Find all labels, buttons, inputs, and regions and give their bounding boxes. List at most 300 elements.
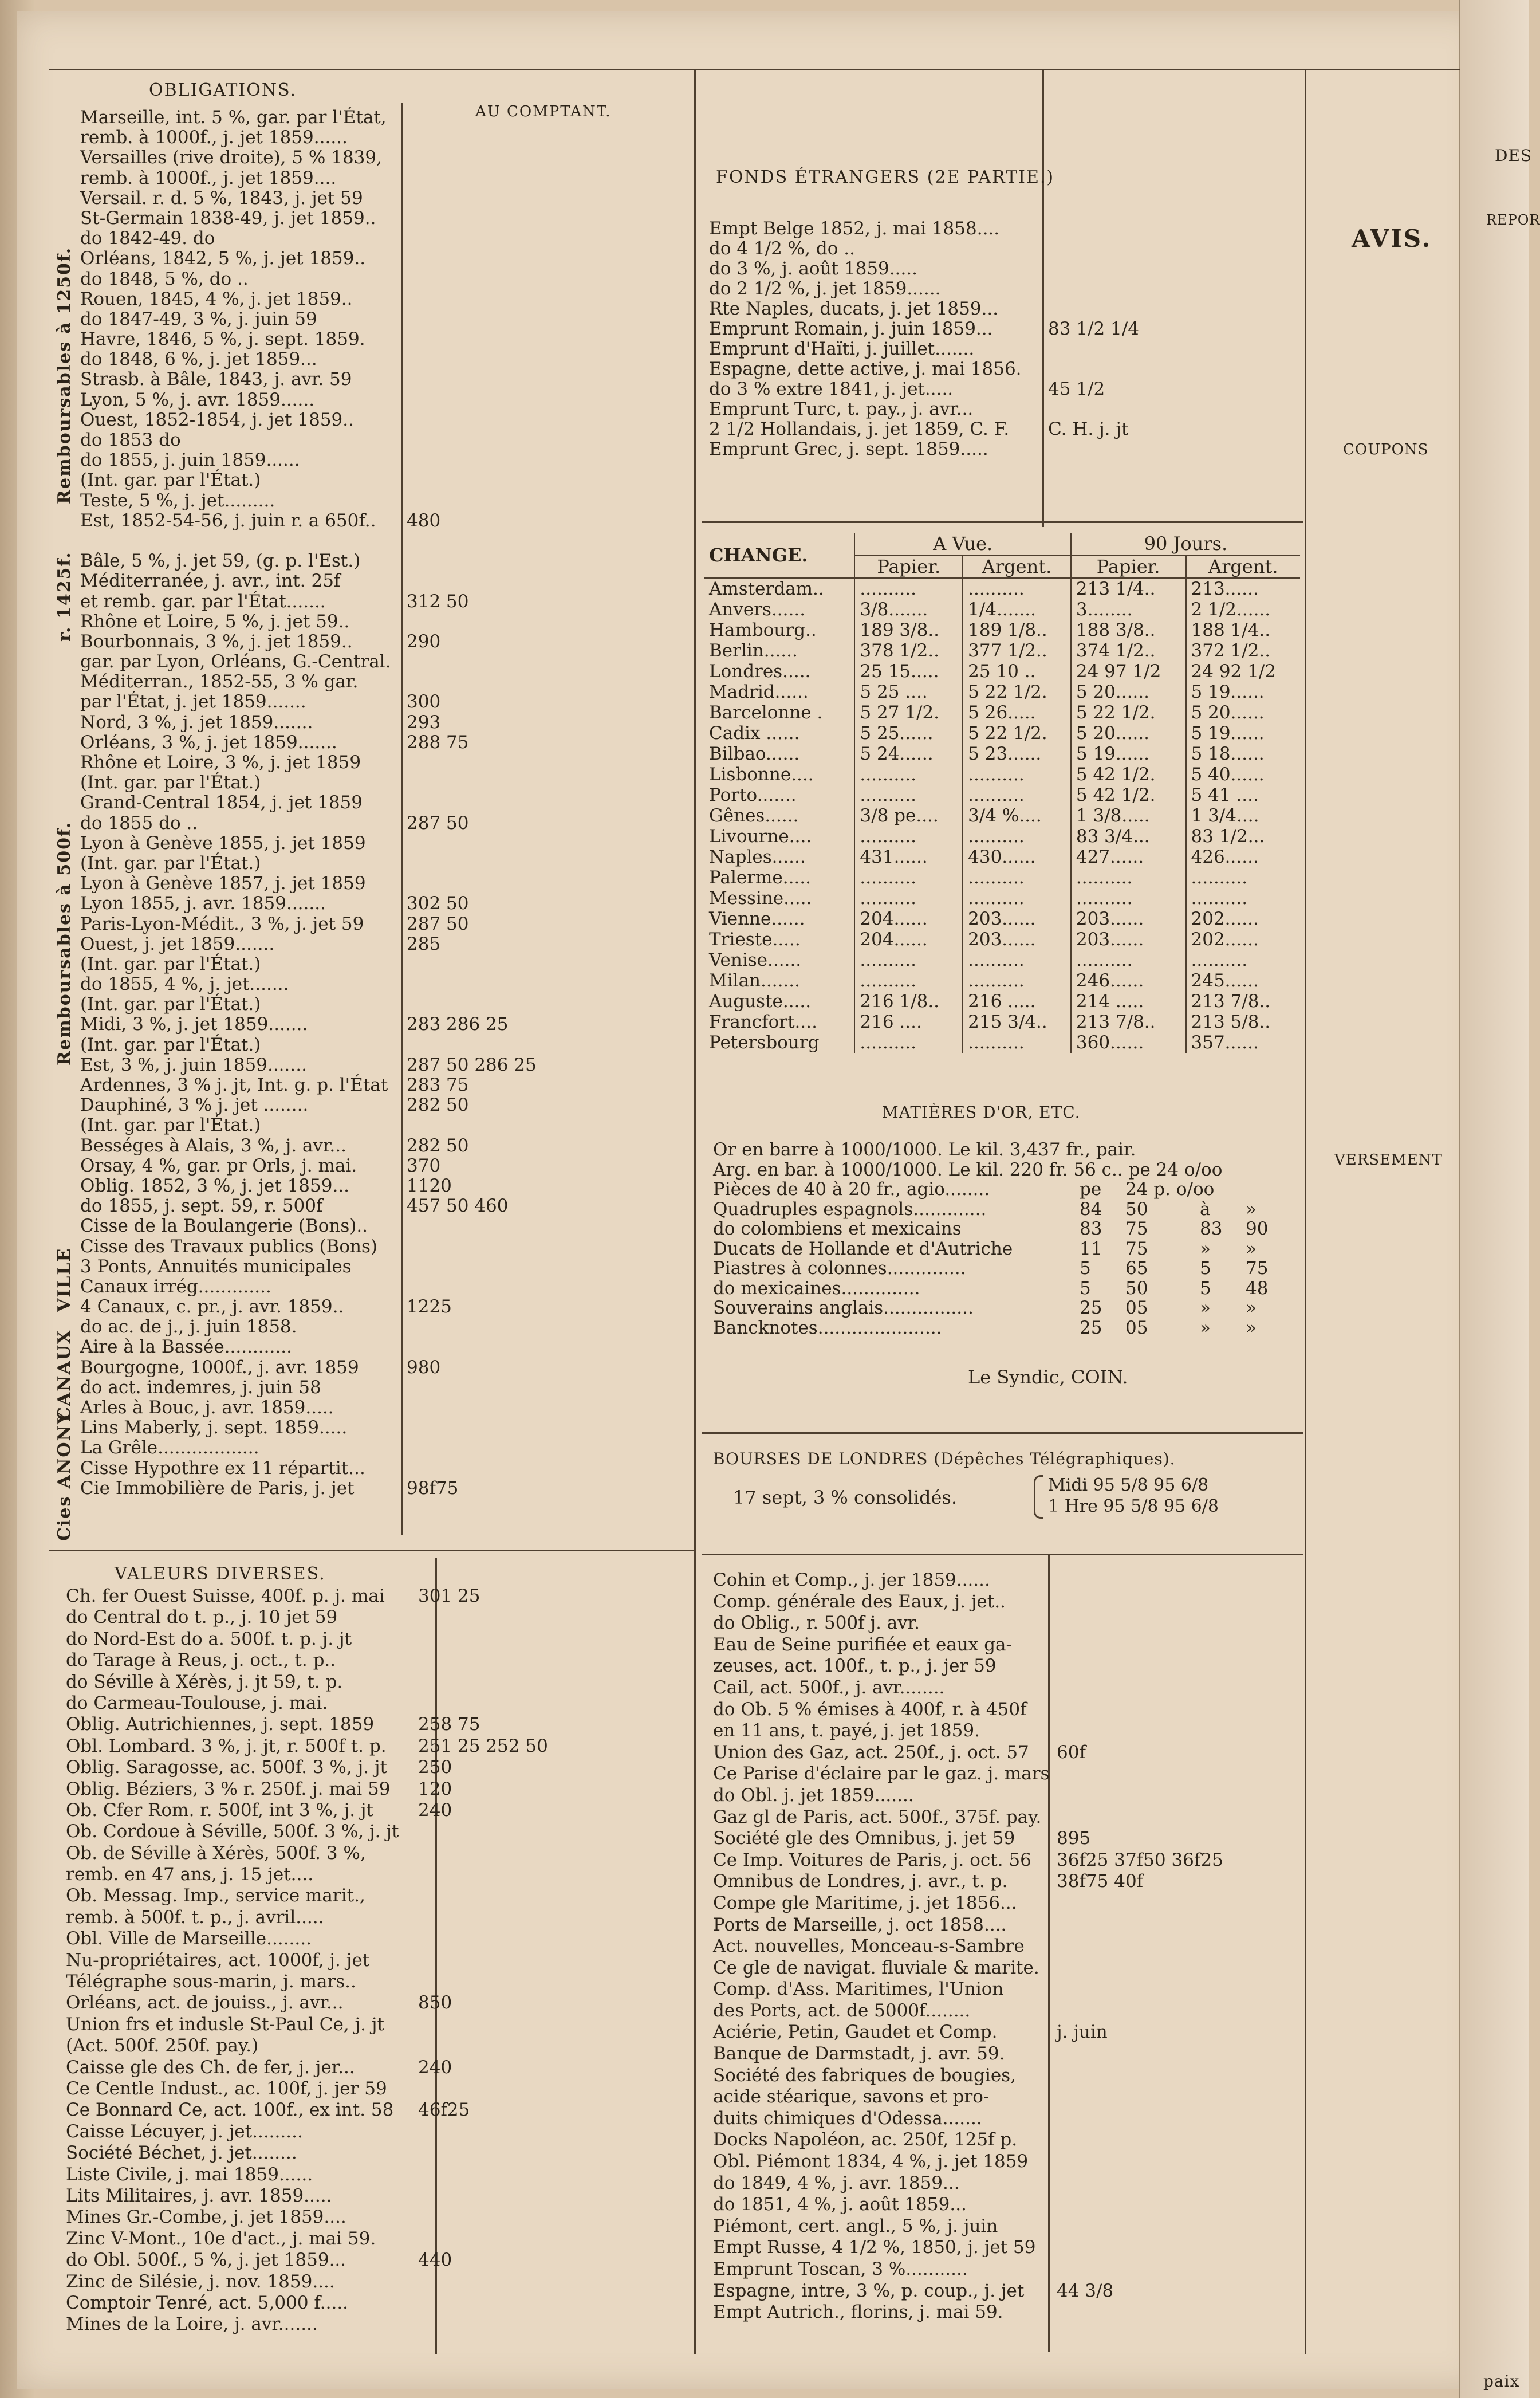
matiere-value: 75 bbox=[1246, 1258, 1269, 1279]
quote-label: Zinc V-Mont., 10e d'act., j. mai 59. bbox=[66, 2228, 376, 2249]
quote-line bbox=[80, 511, 682, 531]
quote-line bbox=[713, 1570, 1297, 1591]
change-row bbox=[704, 847, 1300, 867]
quote-label: (Int. gar. par l'État.) bbox=[80, 772, 261, 793]
quote-line bbox=[80, 733, 682, 753]
matiere-value: 5 bbox=[1200, 1277, 1211, 1299]
quote-label: Comp. générale des Eaux, j. jet.. bbox=[713, 1591, 1006, 1612]
versement-heading: VERSEMENT bbox=[1334, 1151, 1443, 1169]
quote-label: do 1848, 5 %, do .. bbox=[80, 268, 249, 289]
change-rate: 189 1/8.. bbox=[963, 620, 1071, 640]
matiere-value: » bbox=[1200, 1317, 1211, 1338]
quote-label: Liste Civile, j. mai 1859...... bbox=[66, 2164, 313, 2185]
matiere-label: Arg. en bar. à 1000/1000. Le kil. 220 fr. 56 c.. pe 24 o/oo bbox=[713, 1159, 1223, 1180]
quote-line bbox=[80, 1337, 682, 1357]
quote-label: Havre, 1846, 5 %, j. sept. 1859. bbox=[80, 329, 365, 350]
change-row bbox=[704, 599, 1300, 620]
divers-top-rule bbox=[702, 1554, 1303, 1555]
change-rate: .......... bbox=[1186, 867, 1300, 888]
quote-line bbox=[709, 219, 1293, 239]
change-city: Barcelonne . bbox=[709, 702, 823, 723]
matiere-value: » bbox=[1246, 1298, 1257, 1318]
side-label-1250: Remboursables à 1250f. bbox=[54, 246, 74, 504]
quote-label: remb. à 1000f., j. jet 1859.... bbox=[80, 167, 337, 188]
quote-line bbox=[80, 269, 682, 289]
change-rate: 5 27 1/2. bbox=[854, 702, 963, 723]
change-city: Lisbonne.... bbox=[709, 764, 814, 785]
quote-label: Bességes à Alais, 3 %, j. avr... bbox=[80, 1135, 346, 1156]
quote-value: j. juin bbox=[1057, 2022, 1108, 2043]
quote-label: Télégraphe sous-marin, j. mars.. bbox=[66, 1971, 356, 1992]
quote-line bbox=[66, 1779, 684, 1800]
quote-line bbox=[80, 1438, 682, 1458]
quote-label: do Nord-Est do a. 500f. t. p. j. jt bbox=[66, 1628, 352, 1649]
change-rate: 25 10 .. bbox=[963, 661, 1071, 682]
quote-label: remb. à 500f. t. p., j. avril..... bbox=[66, 1906, 324, 1928]
change-rate: 5 22 1/2. bbox=[963, 723, 1071, 744]
quote-label: Compe gle Maritime, j. jet 1856... bbox=[713, 1892, 1017, 1913]
quote-label: Mines de la Loire, j. avr....... bbox=[66, 2314, 318, 2335]
change-rate: 378 1/2.. bbox=[854, 640, 963, 661]
quote-line bbox=[713, 2216, 1297, 2238]
quote-line bbox=[66, 1907, 684, 1928]
quote-label: do Obl. j. jet 1859....... bbox=[713, 1784, 914, 1806]
change-rate: 24 92 1/2 bbox=[1186, 661, 1300, 682]
matiere-line bbox=[713, 1318, 1297, 1338]
quote-label: do 1842-49. do bbox=[80, 228, 215, 249]
quote-line bbox=[80, 1297, 682, 1317]
matiere-label: Souverains anglais................ bbox=[713, 1298, 974, 1318]
quote-line bbox=[80, 309, 682, 329]
quote-line bbox=[66, 2057, 684, 2078]
quote-label: 2 1/2 Hollandais, j. jet 1859, C. F. bbox=[709, 419, 1010, 439]
matiere-label: Pièces de 40 à 20 fr., agio........ bbox=[713, 1179, 990, 1200]
change-rate: 204...... bbox=[854, 909, 963, 929]
change-rate: 202...... bbox=[1186, 929, 1300, 950]
change-rate: 245...... bbox=[1186, 970, 1300, 991]
quote-label: Espagne, intre, 3 %, p. coup., j. jet bbox=[713, 2280, 1025, 2301]
matiere-value: 5 bbox=[1200, 1258, 1211, 1279]
quote-label: Emprunt d'Haïti, j. juillet....... bbox=[709, 339, 975, 359]
quote-label: Cie Immobilière de Paris, j. jet bbox=[80, 1477, 355, 1499]
quote-label: Mines Gr.-Combe, j. jet 1859.... bbox=[66, 2207, 346, 2228]
matiere-label: Piastres à colonnes.............. bbox=[713, 1258, 966, 1279]
quote-label: acide stéarique, savons et pro- bbox=[713, 2086, 990, 2108]
quote-line bbox=[80, 571, 682, 591]
quote-label: St-Germain 1838-49, j. jet 1859.. bbox=[80, 207, 376, 229]
quote-label: Omnibus de Londres, j. avr., t. p. bbox=[713, 1871, 1008, 1892]
quote-value: 288 75 bbox=[407, 732, 469, 753]
quote-label: Lits Militaires, j. avr. 1859..... bbox=[66, 2185, 332, 2206]
quote-line bbox=[80, 1015, 682, 1035]
quote-line bbox=[66, 2164, 684, 2185]
quote-line bbox=[66, 1971, 684, 1992]
quote-line bbox=[709, 339, 1293, 359]
quote-line bbox=[80, 934, 682, 954]
papier-header: Papier. bbox=[854, 555, 963, 578]
change-city: Messine..... bbox=[709, 888, 812, 909]
quote-label: Lyon, 5 %, j. avr. 1859...... bbox=[80, 389, 315, 410]
quote-line bbox=[66, 1693, 684, 1714]
quote-label: Rte Naples, ducats, j. jet 1859... bbox=[709, 298, 999, 319]
change-rate: 427...... bbox=[1071, 847, 1186, 867]
change-rate: 216 1/8.. bbox=[854, 991, 963, 1012]
quote-value: 285 bbox=[407, 933, 441, 954]
quote-value: 480 bbox=[407, 510, 441, 531]
quote-line bbox=[80, 793, 682, 813]
quote-label: Gaz gl de Paris, act. 500f., 375f. pay. bbox=[713, 1806, 1042, 1827]
quote-value: 83 1/2 1/4 bbox=[1048, 319, 1139, 339]
quote-line bbox=[66, 2014, 684, 2035]
quote-label: Lyon à Genève 1855, j. jet 1859 bbox=[80, 832, 366, 854]
quote-label: Empt Russe, 4 1/2 %, 1850, j. jet 59 bbox=[713, 2237, 1036, 2258]
quote-label: do Central do t. p., j. 10 jet 59 bbox=[66, 1607, 338, 1628]
quote-label: Union frs et indusle St-Paul Ce, j. jt bbox=[66, 2014, 384, 2035]
change-rate: .......... bbox=[1186, 888, 1300, 909]
matiere-line bbox=[713, 1239, 1297, 1259]
quote-value: 302 50 bbox=[407, 893, 469, 914]
quote-value: 36f25 37f50 36f25 bbox=[1057, 1849, 1223, 1870]
change-rate: 24 97 1/2 bbox=[1071, 661, 1186, 682]
change-city: Auguste..... bbox=[709, 991, 812, 1012]
change-rate: 213 7/8.. bbox=[1071, 1012, 1186, 1032]
matiere-line bbox=[713, 1298, 1297, 1318]
top-rule bbox=[49, 69, 1460, 70]
quote-label: (Int. gar. par l'État.) bbox=[80, 994, 261, 1015]
quote-value: 287 50 286 25 bbox=[407, 1054, 537, 1075]
change-rate: 3/4 %.... bbox=[963, 805, 1071, 826]
quote-line bbox=[80, 1136, 682, 1156]
quote-label: Ouest, 1852-1854, j. jet 1859.. bbox=[80, 409, 354, 430]
quote-line bbox=[66, 2100, 684, 2121]
change-rate: 203...... bbox=[1071, 929, 1186, 950]
quote-label: Ce Bonnard Ce, act. 100f., ex int. 58 bbox=[66, 2100, 394, 2121]
change-rate: 5 24...... bbox=[854, 744, 963, 764]
change-rate: 377 1/2.. bbox=[963, 640, 1071, 661]
quote-value: 980 bbox=[407, 1357, 441, 1378]
change-row bbox=[704, 661, 1300, 682]
change-rate: .......... bbox=[963, 826, 1071, 847]
quote-line bbox=[66, 2121, 684, 2143]
change-row bbox=[704, 640, 1300, 661]
matiere-label: do colombiens et mexicains bbox=[713, 1218, 962, 1239]
quote-label: remb. à 1000f., j. jet 1859...... bbox=[80, 127, 348, 148]
quote-line bbox=[80, 874, 682, 894]
quote-label: Orléans, 1842, 5 %, j. jet 1859.. bbox=[80, 248, 366, 269]
quote-line bbox=[80, 1115, 682, 1135]
quote-label: (Act. 500f. 250f. pay.) bbox=[66, 2035, 259, 2057]
change-rate: .......... bbox=[854, 826, 963, 847]
change-rate: 5 25 .... bbox=[854, 682, 963, 702]
quote-line bbox=[80, 1075, 682, 1095]
quote-line bbox=[713, 2022, 1297, 2043]
quote-line bbox=[709, 379, 1293, 399]
quote-label: par l'État, j. jet 1859....... bbox=[80, 691, 306, 713]
quote-line bbox=[66, 2207, 684, 2228]
matiere-value: 75 bbox=[1125, 1238, 1148, 1259]
quote-value: 45 1/2 bbox=[1048, 379, 1105, 399]
londres-heure: 1 Hre 95 5/8 95 6/8 bbox=[1048, 1496, 1219, 1516]
quote-label: Orléans, act. de jouiss., j. avr... bbox=[66, 1992, 344, 2014]
quote-line bbox=[80, 470, 682, 490]
quote-line bbox=[66, 1864, 684, 1885]
change-rate: 1 3/8..... bbox=[1071, 805, 1186, 826]
matiere-value: 05 bbox=[1125, 1298, 1148, 1318]
change-rate: 188 1/4.. bbox=[1186, 620, 1300, 640]
quote-line bbox=[713, 1936, 1297, 1957]
quote-label: Banque de Darmstadt, j. avr. 59. bbox=[713, 2043, 1005, 2065]
change-city: Bilbao...... bbox=[709, 744, 800, 764]
quote-value: 440 bbox=[418, 2250, 452, 2271]
matiere-line bbox=[713, 1279, 1297, 1299]
quote-label: Obl. Ville de Marseille........ bbox=[66, 1928, 312, 1949]
quote-line bbox=[80, 1196, 682, 1216]
quote-label: Empt Autrich., florins, j. mai 59. bbox=[713, 2302, 1003, 2323]
quote-label: Comp. d'Ass. Maritimes, l'Union bbox=[713, 1979, 1004, 2000]
change-rate: 357...... bbox=[1186, 1032, 1300, 1053]
quote-label: duits chimiques d'Odessa....... bbox=[713, 2108, 982, 2129]
quote-line bbox=[80, 349, 682, 369]
quote-label: Strasb. à Bâle, 1843, j. avr. 59 bbox=[80, 369, 352, 390]
quote-label: Nord, 3 %, j. jet 1859....... bbox=[80, 711, 313, 733]
quote-line bbox=[66, 2293, 684, 2314]
quote-line bbox=[80, 813, 682, 834]
change-rate: 5 20...... bbox=[1186, 702, 1300, 723]
quote-value: 1225 bbox=[407, 1296, 452, 1318]
quote-label: Ob. de Séville à Xérès, 500f. 3 %, bbox=[66, 1842, 366, 1864]
avis-heading: AVIS. bbox=[1352, 225, 1432, 253]
quote-label: Espagne, dette active, j. mai 1856. bbox=[709, 359, 1022, 379]
change-rate: .......... bbox=[854, 785, 963, 805]
argent-header: Argent. bbox=[963, 555, 1071, 578]
quote-label: Emprunt Grec, j. sept. 1859..... bbox=[709, 439, 988, 459]
quote-line bbox=[80, 249, 682, 269]
change-rate: .......... bbox=[854, 970, 963, 991]
change-rate: 3........ bbox=[1071, 599, 1186, 620]
change-rate: 5 20...... bbox=[1071, 682, 1186, 702]
quote-label: Ob. Cordoue à Séville, 500f. 3 %, j. jt bbox=[66, 1821, 399, 1842]
quote-line bbox=[80, 773, 682, 793]
quote-line bbox=[80, 329, 682, 349]
quote-line bbox=[709, 439, 1293, 459]
change-rate: 213 1/4.. bbox=[1071, 578, 1186, 599]
change-rate: 2 1/2...... bbox=[1186, 599, 1300, 620]
matiere-value: 90 bbox=[1246, 1218, 1269, 1239]
quote-label: en 11 ans, t. payé, j. jet 1859. bbox=[713, 1720, 980, 1742]
londres-title: BOURSES DE LONDRES (Dépêches Télégraphiques). bbox=[713, 1449, 1176, 1468]
quote-line bbox=[80, 450, 682, 470]
matiere-value: 5 bbox=[1080, 1277, 1091, 1299]
quote-label: Versailles (rive droite), 5 % 1839, bbox=[80, 147, 382, 168]
quote-line bbox=[80, 108, 682, 128]
quote-line bbox=[713, 1957, 1297, 1979]
quote-value: 293 bbox=[407, 711, 441, 733]
change-rate: 5 23...... bbox=[963, 744, 1071, 764]
quote-value: 300 bbox=[407, 691, 441, 713]
quote-line bbox=[80, 1317, 682, 1337]
change-rate: 213...... bbox=[1186, 578, 1300, 599]
quote-line bbox=[713, 2302, 1297, 2324]
quote-line bbox=[80, 1257, 682, 1277]
quote-label: Zinc de Silésie, j. nov. 1859.... bbox=[66, 2271, 335, 2292]
matiere-value: 83 bbox=[1200, 1218, 1223, 1239]
change-row bbox=[704, 929, 1300, 950]
obligations-list bbox=[80, 108, 682, 1499]
quote-label: Lins Maberly, j. sept. 1859..... bbox=[80, 1417, 348, 1438]
change-row bbox=[704, 1032, 1300, 1053]
quote-label: do Carmeau-Toulouse, j. mai. bbox=[66, 1692, 328, 1713]
quote-label: Aciérie, Petin, Gaudet et Comp. bbox=[713, 2022, 998, 2043]
quote-line bbox=[80, 974, 682, 994]
quote-line bbox=[713, 1850, 1297, 1872]
quote-value: 282 50 bbox=[407, 1095, 469, 1116]
quote-line bbox=[66, 2035, 684, 2057]
quote-label: Nu-propriétaires, act. 1000f, j. jet bbox=[66, 1949, 370, 1971]
change-rate: 204...... bbox=[854, 929, 963, 950]
quote-line bbox=[66, 2185, 684, 2207]
quote-line bbox=[80, 1378, 682, 1398]
quote-label: Ce Imp. Voitures de Paris, j. oct. 56 bbox=[713, 1849, 1031, 1870]
change-row bbox=[704, 805, 1300, 826]
change-rate: 5 42 1/2. bbox=[1071, 764, 1186, 785]
quote-label: Méditerranée, j. avr., int. 25f bbox=[80, 571, 341, 592]
quote-line bbox=[709, 259, 1293, 279]
quote-label: Oblig. Autrichiennes, j. sept. 1859 bbox=[66, 1714, 375, 1735]
quote-line bbox=[66, 1843, 684, 1864]
change-rate: 5 22 1/2. bbox=[1071, 702, 1186, 723]
quote-label: Paris-Lyon-Médit., 3 %, j. jet 59 bbox=[80, 913, 364, 934]
matiere-value: » bbox=[1246, 1198, 1257, 1220]
quote-line bbox=[713, 1893, 1297, 1915]
londres-brace bbox=[1034, 1475, 1043, 1519]
matiere-value: 83 bbox=[1080, 1218, 1102, 1239]
change-rate: 203...... bbox=[1071, 909, 1186, 929]
quote-label: Eau de Seine purifiée et eaux ga- bbox=[713, 1634, 1012, 1655]
quote-line bbox=[713, 2000, 1297, 2022]
matiere-label: Quadruples espagnols............. bbox=[713, 1198, 987, 1220]
quote-line bbox=[713, 2173, 1297, 2195]
quote-value: 287 50 bbox=[407, 913, 469, 934]
fonds-heading: FONDS ÉTRANGERS (2E PARTIE.) bbox=[716, 167, 1055, 187]
column-divider-main bbox=[694, 69, 696, 2354]
quote-line bbox=[713, 2281, 1297, 2302]
quote-value: 240 bbox=[418, 1799, 452, 1821]
change-row bbox=[704, 744, 1300, 764]
quote-label: Orsay, 4 %, gar. pr Orls, j. mai. bbox=[80, 1155, 357, 1176]
quote-label: do Obl. 500f., 5 %, j. jet 1859... bbox=[66, 2250, 346, 2271]
quote-line bbox=[709, 419, 1293, 439]
quote-label: Méditerran., 1852-55, 3 % gar. bbox=[80, 671, 359, 693]
obligations-heading: OBLIGATIONS. bbox=[149, 80, 297, 100]
syndic-signature: Le Syndic, COIN. bbox=[968, 1366, 1128, 1388]
change-rate: .......... bbox=[963, 867, 1071, 888]
quote-line bbox=[80, 834, 682, 854]
change-rate: 372 1/2.. bbox=[1186, 640, 1300, 661]
quote-line bbox=[713, 1742, 1297, 1764]
quote-line bbox=[66, 1950, 684, 1971]
quote-value: 283 75 bbox=[407, 1075, 469, 1095]
change-city: Berlin...... bbox=[709, 640, 798, 661]
change-row bbox=[704, 950, 1300, 970]
quote-line bbox=[80, 1095, 682, 1115]
quote-label: Obl. Lombard. 3 %, j. jt, r. 500f t. p. bbox=[66, 1735, 387, 1756]
quote-label: do 1855, j. sept. 59, r. 500f bbox=[80, 1196, 323, 1217]
change-rate: .......... bbox=[1071, 867, 1186, 888]
quote-label: Oblig. 1852, 3 %, j. jet 1859... bbox=[80, 1175, 350, 1196]
quote-label: Emprunt Romain, j. juin 1859... bbox=[709, 319, 993, 339]
quote-line bbox=[80, 1035, 682, 1055]
quote-label: Caisse Lécuyer, j. jet......... bbox=[66, 2121, 303, 2142]
change-row bbox=[704, 620, 1300, 640]
change-rate: 360...... bbox=[1071, 1032, 1186, 1053]
quote-label: Société Béchet, j. jet........ bbox=[66, 2143, 297, 2164]
quote-line bbox=[713, 2065, 1297, 2087]
quote-value: 1120 bbox=[407, 1175, 452, 1196]
quote-value: 120 bbox=[418, 1778, 452, 1799]
change-city: Petersbourg bbox=[709, 1032, 820, 1053]
change-city: Naples...... bbox=[709, 847, 806, 867]
quote-line bbox=[66, 2271, 684, 2293]
change-rate: 189 3/8.. bbox=[854, 620, 963, 640]
quote-line bbox=[80, 430, 682, 450]
quote-label: do 1853 do bbox=[80, 430, 181, 450]
quote-label: do Séville à Xérès, j. jt 59, t. p. bbox=[66, 1671, 343, 1692]
quote-line bbox=[709, 279, 1293, 299]
quote-line bbox=[66, 1586, 684, 1607]
quote-label: Versail. r. d. 5 %, 1843, j. jet 59 bbox=[80, 187, 363, 209]
change-rate: .......... bbox=[1071, 888, 1186, 909]
quote-line bbox=[66, 1629, 684, 1650]
change-rate: .......... bbox=[963, 970, 1071, 991]
change-rate: 5 19...... bbox=[1186, 682, 1300, 702]
matiere-value: 05 bbox=[1125, 1317, 1148, 1338]
coupons-heading: COUPONS bbox=[1343, 441, 1429, 458]
change-rate: .......... bbox=[854, 764, 963, 785]
quote-line bbox=[66, 1821, 684, 1842]
quote-value: 46f25 bbox=[418, 2100, 470, 2121]
change-rate: 214 ..... bbox=[1071, 991, 1186, 1012]
quote-line bbox=[713, 2086, 1297, 2108]
quote-label: Cisse des Travaux publics (Bons) bbox=[80, 1236, 377, 1257]
quote-label: Obl. Piémont 1834, 4 %, j. jet 1859 bbox=[713, 2151, 1029, 2172]
quote-label: Rhône et Loire, 5 %, j. jet 59.. bbox=[80, 611, 350, 632]
change-rate: .......... bbox=[854, 578, 963, 599]
quote-line bbox=[80, 632, 682, 652]
change-city: Francfort.... bbox=[709, 1012, 817, 1032]
change-rate: 203...... bbox=[963, 909, 1071, 929]
quote-line bbox=[80, 369, 682, 390]
londres-left: 17 sept, 3 % consolidés. bbox=[733, 1487, 958, 1508]
quote-label: Bourbonnais, 3 %, j. jet 1859.. bbox=[80, 631, 353, 652]
quote-label: Arles à Bouc, j. avr. 1859..... bbox=[80, 1397, 334, 1418]
quote-line bbox=[66, 2228, 684, 2250]
quote-label: et remb. gar. par l'État....... bbox=[80, 591, 326, 612]
change-city: Livourne.... bbox=[709, 826, 812, 847]
quote-label: zeuses, act. 100f., t. p., j. jer 59 bbox=[713, 1656, 997, 1677]
change-row bbox=[704, 1012, 1300, 1032]
quote-label: Caisse gle des Ch. de fer, j. jer... bbox=[66, 2057, 355, 2078]
change-rate: .......... bbox=[963, 1032, 1071, 1053]
matiere-label: Or en barre à 1000/1000. Le kil. 3,437 fr., pair. bbox=[713, 1139, 1136, 1160]
matiere-value: » bbox=[1246, 1317, 1257, 1338]
quote-label: do 1855, j. juin 1859...... bbox=[80, 450, 300, 471]
change-rate: 246...... bbox=[1071, 970, 1186, 991]
quote-label: Aire à la Bassée............ bbox=[80, 1336, 292, 1358]
change-row bbox=[704, 702, 1300, 723]
quote-label: Lyon à Genève 1857, j. jet 1859 bbox=[80, 873, 366, 894]
quote-line bbox=[80, 551, 682, 571]
argent-header: Argent. bbox=[1186, 555, 1300, 578]
